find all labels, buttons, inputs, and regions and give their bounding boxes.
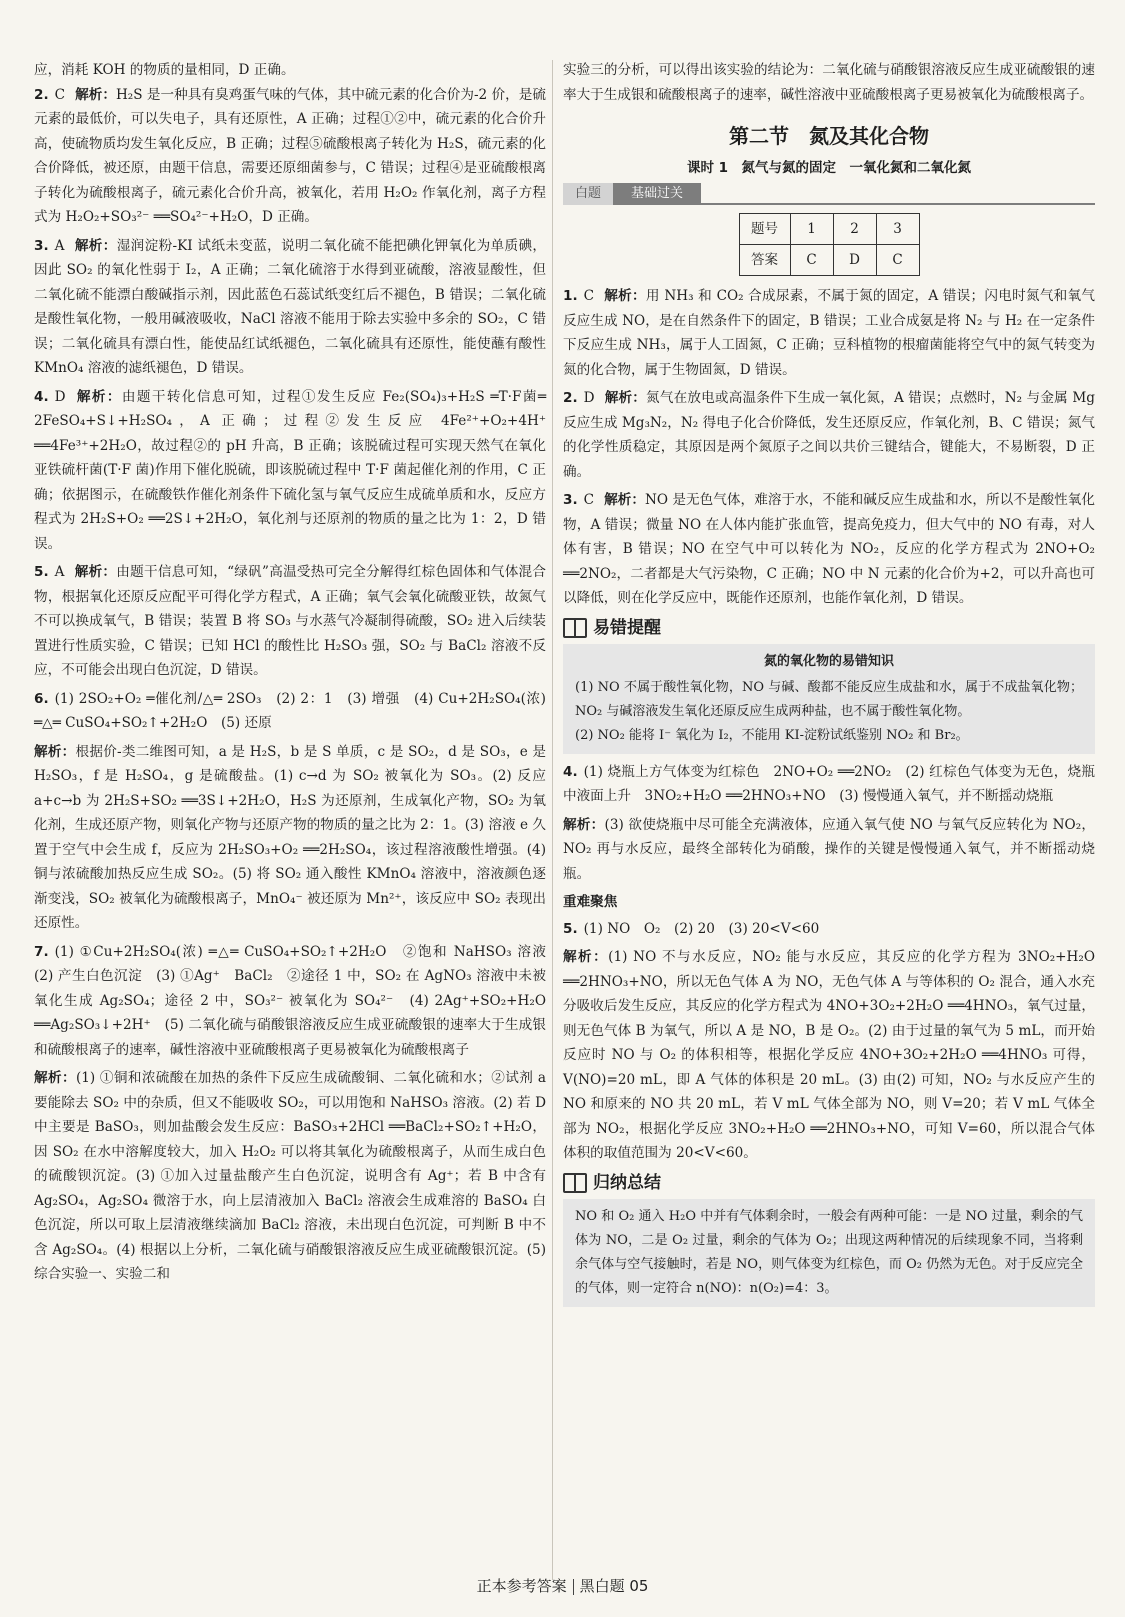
answer-item [34, 560, 546, 683]
item-text: 用 NH₃ 和 CO₂ 合成尿素，不属于氮的固定，A 错误；闪电时氮气和氧气反应生成 NO，是在自然条件下的固定，B 错误；工业合成氨是将 N₂ 与 H₂ 在一定条件下反应生成 NH₃，属于人工固氮，C 正确；豆科植物的根瘤菌能将空气中的氮气转变为氮的化合物，属于生物固氮，D 错误。 [563, 288, 1095, 378]
tag-bar [563, 183, 1095, 205]
item-text: (1) NO O₂ (2) 20 (3) 20<V<60 [583, 920, 820, 937]
item-number: 4. [34, 388, 49, 405]
answer-item [34, 1066, 546, 1287]
tip-line: (1) NO 不属于酸性氧化物，NO 与碱、酸都不能反应生成盐和水，属于不成盐氧化物；NO₂ 与碱溶液发生氧化还原反应生成两种盐，也不属于酸性氧化物。 [575, 679, 1083, 719]
answer-item [563, 488, 1095, 611]
answer-item [34, 940, 560, 1063]
answer-item [34, 83, 546, 230]
tip-heading: 易错提醒 [563, 615, 1095, 641]
analysis-label: 解析： [74, 237, 117, 254]
item-text: (3) 欲使烧瓶中尽可能全充满液体，应通入氧气使 NO 与氧气反应转化为 NO₂，NO₂ 再与水反应，最终全部转化为硝酸，操作的关键是慢慢通入氧气，并不断摇动烧瓶。 [563, 816, 1095, 882]
item-text: (1) 2SO₂+O₂ ═催化剂/△═ 2SO₃ (2) 2：1 (3) 增强 (4) Cu+2H₂SO₄(浓) ═△═ CuSO₄+SO₂↑+2H₂O (5) 还原 [34, 690, 546, 731]
item-text: (1) ①铜和浓硫酸在加热的条件下反应生成硫酸铜、二氧化硫和水；②试剂 a 要能除去 SO₂ 中的杂质，但又不能吸收 SO₂，可以用饱和 NaHSO₃ 溶液。(2) 若 D 中主要是 BaSO₃，则加盐酸会发生反应：BaSO₃+2HCl ══BaCl₂+SO₂↑+H₂O，因 SO₂ 在水中溶解度较大，加入 H₂O₂ 可以将其氧化为硫酸根离子，从而生成白色的硫酸钡沉淀。(3) ①加入过量盐酸产生白色沉淀，说明含有 Ag⁺；若 B 中含有 Ag₂SO₄，Ag₂SO₄ 微溶于水，向上层清液加入 BaCl₂ 溶液会生成难溶的 BaSO₄ 白色沉淀，所以可取上层清液继续滴加 BaCl₂ 溶液，未出现白色沉淀，可判断 B 中不含 Ag₂SO₄。(4) 根据以上分析，二氧化硫与硝酸银溶液反应生成亚硫酸银沉淀。(5) 综合实验一、实验二和 [34, 1070, 547, 1282]
item-number: 5. [563, 920, 578, 937]
analysis-label: 解析： [74, 564, 117, 580]
answer-item [563, 917, 1095, 942]
tag-basic: 基础过关 [613, 183, 701, 205]
tip-title: 氮的氧化物的易错知识 [763, 653, 894, 669]
item-answer: C [54, 86, 66, 103]
section-title: 第二节 氮及其化合物 [729, 124, 929, 148]
item-text: H₂S 是一种具有臭鸡蛋气味的气体，其中硫元素的化合价为-2 价，是硫元素的最低价，可以失电子，具有还原性，A 正确；过程①②中，硫元素的化合价升高，使硫物质均发生氧化反应，B 正确；过程⑤硫酸根离子转化为 H₂S，硫元素的化合价降低，被还原，由题干信息，需要还原细菌参与，C 错误；过程④是亚硫酸根离子转化为硫酸根离子，硫元素化合价升高，被氧化，若用 H₂O₂ 作氧化剂，离子方程式为 H₂O₂+SO₃²⁻ ══SO₄²⁻+H₂O，D 正确。 [34, 86, 547, 225]
column-divider [552, 60, 553, 1580]
sub-heading: 重难聚焦 [563, 894, 618, 910]
analysis-label: 解析： [563, 816, 605, 833]
answer-item [34, 234, 546, 381]
left-answer-list [34, 83, 560, 1287]
analysis-label: 解析： [34, 1070, 76, 1086]
analysis-label: 解析： [75, 86, 116, 103]
right-answer-list-2 [563, 760, 1095, 887]
item-answer: A [54, 237, 65, 254]
item-text: (1) ①Cu+2H₂SO₄(浓) ═△═ CuSO₄+SO₂↑+2H₂O ②饱和 NaHSO₃ 溶液 (2) 产生白色沉淀 (3) ①Ag⁺ BaCl₂ ②途径 1 中，SO₂ 在 AgNO₃ 溶液中未被氧化生成 Ag₂SO₄；途径 2 中，SO₃²⁻ 被氧化为 SO₄²⁻ (4) 2Ag⁺+SO₂+H₂O ══Ag₂SO₃↓+2H⁺ (5) 二氧化硫与硝酸银溶液反应生成亚硫酸银的速率大于生成银和硫酸根离子的速率，碱性溶液中亚硫酸根离子更易被氧化为硫酸根离子 [34, 943, 560, 1058]
table-row-answer: 答案 C D C [739, 245, 919, 276]
item-text: (1) 烧瓶上方气体变为红棕色 2NO+O₂ ══2NO₂ (2) 红棕色气体变为无色，烧瓶中液面上升 3NO₂+H₂O ══2HNO₃+NO (3) 慢慢通入氧气，并不断摇动烧瓶 [563, 763, 1095, 804]
item-number: 2. [563, 390, 578, 406]
table-row-number: 题号 1 2 3 [739, 214, 919, 245]
summary-text: NO 和 O₂ 通入 H₂O 中并有气体剩余时，一般会有两种可能：一是 NO 过量，剩余的气体为 NO，二是 O₂ 过量，剩余的气体为 O₂；出现这两种情况的后续现象不同，当将剩余气体与空气接触时，若是 NO，则气体变为红棕色，而 O₂ 仍然为无色。对于反应完全的气体，则一定符合 n(NO)：n(O₂)=4：3。 [575, 1208, 1083, 1296]
item-answer: C [583, 492, 595, 508]
answer-table [739, 213, 920, 276]
item-text: 由题干信息可知，“绿矾”高温受热可完全分解得红棕色固体和气体混合物，根据氧化还原反应配平可得化学方程式，A 正确；氧气会氧化硫酸亚铁，故氮气不可以换成氧气，B 错误；装置 B 将 SO₃ 与水蒸气冷凝制得硫酸，SO₂ 进入后续装置进行性质实验，C 错误；已知 HCl 的酸性比 H₂SO₃ 强，SO₂ 与 BaCl₂ 溶液不反应，不可能会出现白色沉淀，D 错误。 [34, 564, 547, 678]
summary-box [563, 1199, 1095, 1307]
answer-item [34, 687, 546, 736]
item-answer: D [54, 388, 66, 405]
footer-left: 正本参考答案 [476, 1577, 567, 1595]
answer-item [563, 760, 1095, 809]
item-text: (1) NO 不与水反应，NO₂ 能与水反应，其反应的化学方程为 3NO₂+H₂O ══2HNO₃+NO，所以无色气体 A 为 NO，无色气体 A 与等体积的 O₂ 混合，通入水充分吸收后发生反应，其反应的化学方程式为 4NO+3O₂+2H₂O ══4HNO₃，氧气过量，则无色气体 B 为氧气，所以 A 是 NO，B 是 O₂。(2) 由于过量的氧气为 5 mL，而开始反应时 NO 与 O₂ 的体积相等，根据化学反应 4NO+3O₂+2H₂O ══4HNO₃ 可得，V(NO)=20 mL，即 A 气体的体积是 20 mL。(3) 由(2) 可知，NO₂ 与水反应产生的 NO 和原来的 NO 共 20 mL，若 V mL 气体全部为 NO，则 V=20；若 V mL 气体全部为 NO₂，根据化学反应 3NO₂+H₂O ══2HNO₃+NO，可知 V=60，所以混合气体体积的取值范围为 20<V<60。 [563, 949, 1096, 1161]
answer-item [34, 740, 546, 936]
answer-item [563, 813, 1095, 887]
item-number: 4. [563, 763, 578, 780]
answer-item [563, 386, 1095, 484]
right-column [563, 58, 1095, 1307]
analysis-label: 解析： [604, 390, 647, 406]
summary-heading: 归纳总结 [563, 1170, 1095, 1196]
item-number: 2. [34, 86, 49, 103]
answer-item [563, 284, 1095, 382]
item-answer: D [583, 390, 595, 406]
analysis-label: 解析： [604, 288, 646, 304]
answer-item [34, 385, 546, 557]
item-number: 5. [34, 564, 49, 580]
analysis-label: 解析： [563, 949, 609, 965]
analysis-label: 解析： [34, 743, 76, 760]
item-answer: A [54, 564, 65, 580]
item-text: NO 是无色气体，难溶于水，不能和碱反应生成盐和水，所以不是酸性氧化物，A 错误；微量 NO 在人体内能扩张血管，提高免疫力，但大气中的 NO 有毒，对人体有害，B 错误；NO 在空气中可以转化为 NO₂，反应的化学方程式为 2NO+O₂ ══2NO₂，二者都是大气污染物，C 正确；NO 中 N 元素的化合价为+2，可以升高也可以降低，则在化学反应中，既能作还原剂，也能作氧化剂，D 错误。 [563, 492, 1096, 606]
book-icon [563, 1173, 587, 1193]
page-footer [0, 1574, 1125, 1598]
item-text: 由题干转化信息可知，过程①发生反应 Fe₂(SO₄)₃+H₂S ═T·F菌═ 2FeSO₄+S↓+H₂SO₄，A 正确；过程②发生反应 4Fe²⁺+O₂+4H⁺ ══4Fe³⁺+2H₂O，故过程②的 pH 升高，B 正确；该脱硫过程可实现天然气在氧化亚铁硫杆菌(T·F 菌)作用下催化脱硫，即该脱硫过程中 T·F 菌起催化剂的作用，C 正确；依据图示，在硫酸铁作催化剂条件下硫化氢与氧气反应生成硫单质和水，反应方程式为 2H₂S+O₂ ══2S↓+2H₂O，氧化剂与还原剂的物质的量之比为 1：2，D 错误。 [34, 388, 547, 552]
tip-box [563, 644, 1095, 754]
right-continuation: 实验三的分析，可以得出该实验的结论为：二氧化硫与硝酸银溶液反应生成亚硫酸银的速率大于生成银和硫酸根离子的速率，碱性溶液中亚硫酸根离子更易被氧化为硫酸根离子。 [563, 62, 1095, 103]
left-continuation: 应，消耗 KOH 的物质的量相同，D 正确。 [34, 62, 295, 78]
item-number: 6. [34, 690, 49, 707]
item-number: 3. [563, 492, 578, 508]
tip-line: (2) NO₂ 能将 I⁻ 氧化为 I₂，不能用 KI-淀粉试纸鉴别 NO₂ 和 Br₂。 [575, 727, 969, 743]
item-answer: C [583, 288, 595, 304]
item-text: 湿润淀粉-KI 试纸未变蓝，说明二氧化硫不能把碘化钾氧化为单质碘，因此 SO₂ 的氧化性弱于 I₂，A 正确；二氧化硫溶于水得到亚硫酸，溶液显酸性，但二氧化硫不能漂白酸碱指示剂，因此蓝色石蕊试纸变红后不褪色，B 错误；二氧化硫是酸性氧化物，一般用碱液吸收，NaCl 溶液不能用于除去实验中多余的 SO₂，C 错误；二氧化硫具有漂白性，能使品红试纸褪色，二氧化硫具有还原性，能使蘸有酸性 KMnO₄ 溶液的滤纸褪色，D 错误。 [34, 237, 547, 376]
lesson-title: 课时 1 氮气与氮的固定 一氧化氮和二氧化氮 [686, 160, 972, 176]
left-column [34, 58, 560, 1291]
right-answer-list-1 [563, 284, 1095, 611]
right-answer-list-3 [563, 917, 1095, 1166]
item-number: 7. [34, 943, 49, 960]
item-number: 3. [34, 237, 49, 254]
item-text: 氮气在放电或高温条件下生成一氧化氮，A 错误；点燃时，N₂ 与金属 Mg 反应生成 Mg₃N₂，N₂ 得电子化合价降低，发生还原反应，作氧化剂，B、C 错误；氮气的化学性质稳定，其原因是两个氮原子之间以共价三键结合，键能大，不易断裂，D 正确。 [563, 390, 1096, 480]
item-number: 1. [563, 288, 578, 304]
item-text: 根据价-类二维图可知，a 是 H₂S，b 是 S 单质，c 是 SO₂，d 是 SO₃，e 是 H₂SO₃，f 是 H₂SO₄，g 是硫酸盐。(1) c→d 为 SO₂ 被氧化为 SO₃。(2) 反应 a+c→b 为 2H₂S+SO₂ ══3S↓+2H₂O，H₂S 为还原剂，生成氧化产物，SO₂ 为氧化剂，生成还原产物，则氧化产物与还原产物的物质的量之比为 2：1。(3) 溶液 e 久置于空气中会生成 f，反应为 2H₂SO₃+O₂ ══2H₂SO₄，该过程溶液酸性增强。(4) 铜与浓硫酸加热反应生成 SO₂。(5) 将 SO₂ 通入酸性 KMnO₄ 溶液中，溶液颜色逐渐变浅，SO₂ 被氧化为硫酸根离子，MnO₄⁻ 被还原为 Mn²⁺，该反应中 SO₂ 表现出还原性。 [34, 743, 546, 931]
footer-right: 黑白题 05 [579, 1577, 649, 1595]
analysis-label: 解析： [604, 492, 645, 508]
analysis-label: 解析： [75, 388, 122, 405]
book-icon [563, 618, 587, 638]
tag-white-questions: 白题 [563, 183, 613, 205]
answer-item [563, 945, 1095, 1166]
